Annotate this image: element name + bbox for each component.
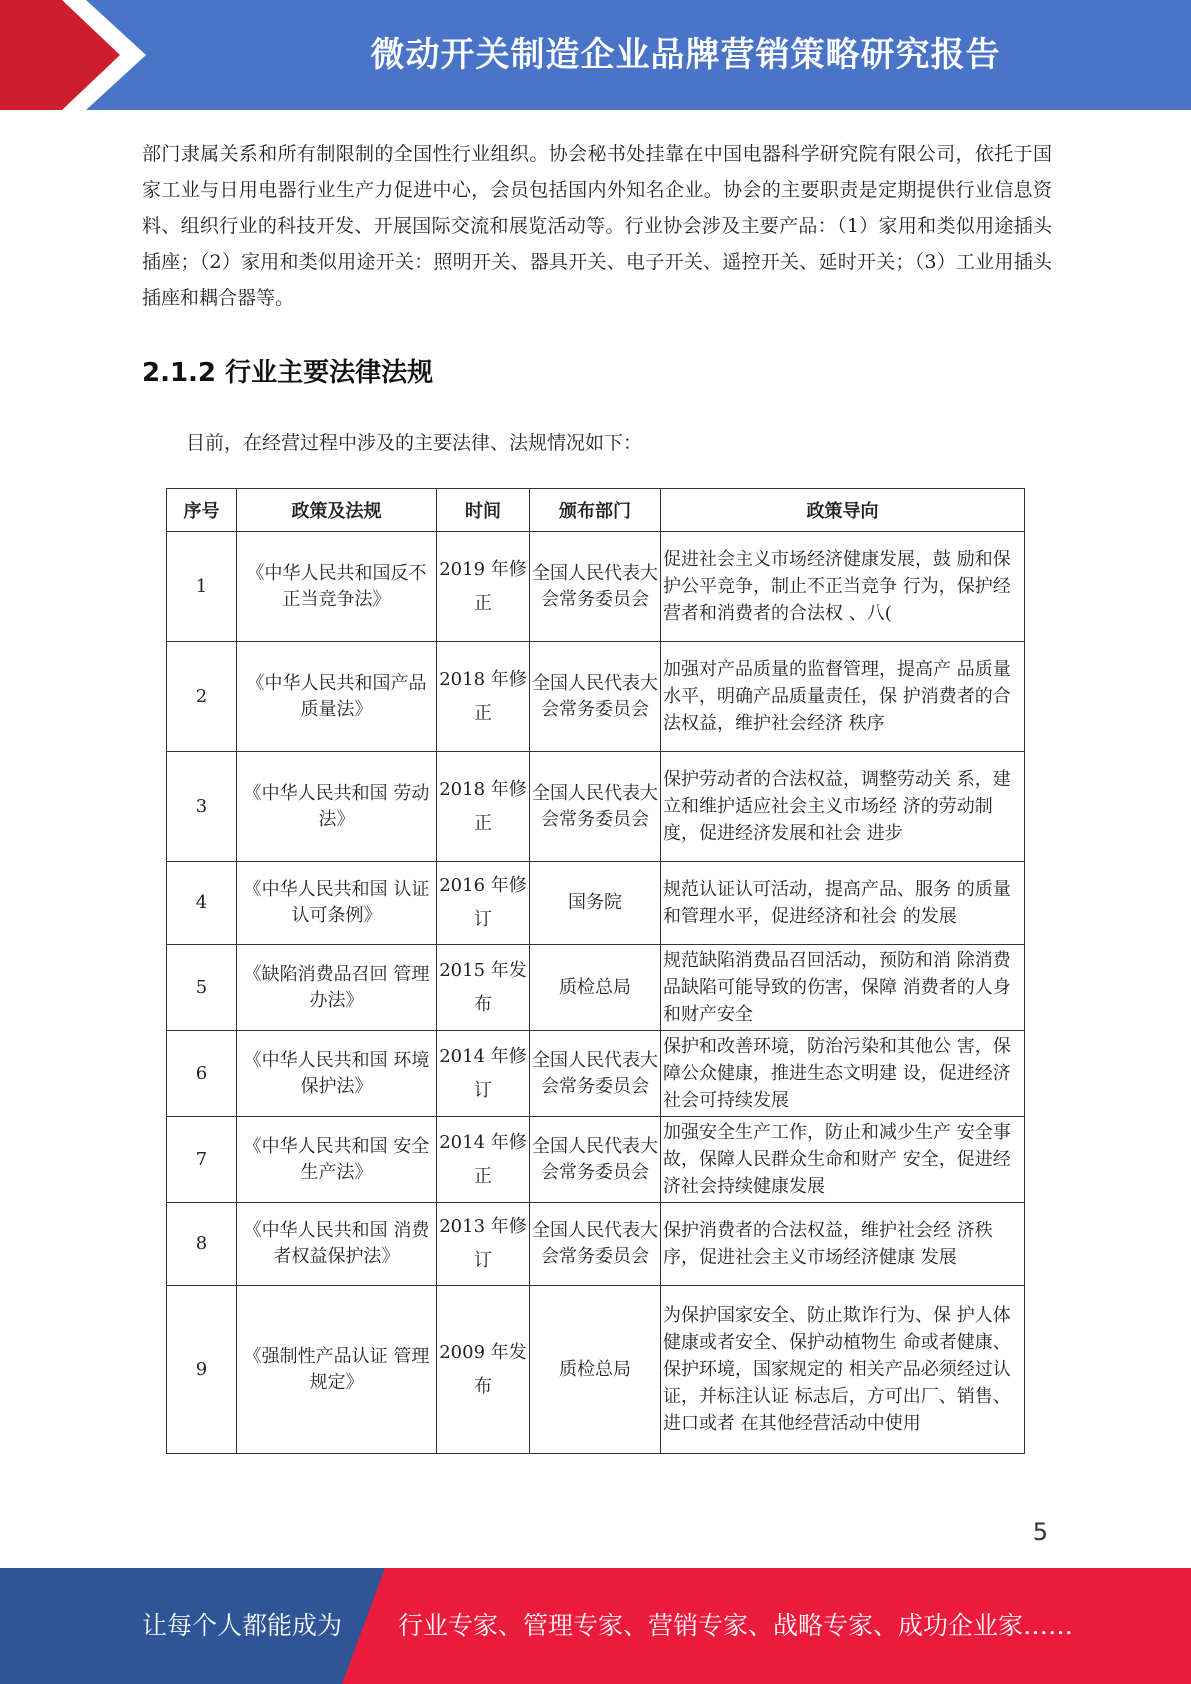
cell-dept: 全国人民代表大会常务委员会 [530, 1031, 661, 1117]
table-header-row [167, 489, 1025, 532]
cell-no: 7 [167, 1117, 237, 1203]
lead-sentence: 目前，在经营过程中涉及的主要法律、法规情况如下： [186, 432, 643, 454]
cell-time: 2015 年发布 [437, 945, 530, 1031]
table-row [167, 532, 1025, 642]
cell-policy: 促进社会主义市场经济健康发展，鼓 励和保护公平竞争，制止不正当竞争 行为，保护经营者和消费者的合法权 、八( [661, 532, 1025, 642]
cell-time: 2009 年发布 [437, 1286, 530, 1454]
laws-table [166, 488, 1025, 1454]
header-time: 时间 [437, 489, 530, 532]
cell-policy: 加强安全生产工作，防止和减少生产 安全事故，保障人民群众生命和财产 安全，促进经济社会持续健康发展 [661, 1117, 1025, 1203]
table-row [167, 1117, 1025, 1203]
table-row [167, 1203, 1025, 1286]
cell-time: 2013 年修订 [437, 1203, 530, 1286]
table-row [167, 752, 1025, 862]
report-title: 微动开关制造企业品牌营销策略研究报告 [370, 35, 1001, 75]
table-row [167, 945, 1025, 1031]
cell-dept: 质检总局 [530, 945, 661, 1031]
header-policy: 政策导向 [661, 489, 1025, 532]
cell-no: 3 [167, 752, 237, 862]
cell-law: 《中华人民共和国产品质量法》 [237, 642, 437, 752]
cell-no: 5 [167, 945, 237, 1031]
cell-policy: 加强对产品质量的监督管理，提高产 品质量水平，明确产品质量责任，保 护消费者的合法权益，维护社会经济 秩序 [661, 642, 1025, 752]
cell-dept: 全国人民代表大会常务委员会 [530, 1117, 661, 1203]
table-row [167, 642, 1025, 752]
cell-law: 《缺陷消费品召回 管理办法》 [237, 945, 437, 1031]
cell-time: 2014 年修正 [437, 1117, 530, 1203]
cell-dept: 全国人民代表大会常务委员会 [530, 752, 661, 862]
cell-policy: 保护劳动者的合法权益，调整劳动关 系，建立和维护适应社会主义市场经 济的劳动制度，促进经济发展和社会 进步 [661, 752, 1025, 862]
cell-policy: 规范认证认可活动，提高产品、服务 的质量和管理水平，促进经济和社会 的发展 [661, 862, 1025, 945]
cell-policy: 为保护国家安全、防止欺诈行为、保 护人体健康或者安全、保护动植物生 命或者健康、保护环境，国家规定的 相关产品必须经过认证，并标注认证 标志后，方可出厂、销售、进口或者 在其他经营活动中使用 [661, 1286, 1025, 1454]
cell-law: 《强制性产品认证 管理规定》 [237, 1286, 437, 1454]
cell-time: 2018 年修正 [437, 752, 530, 862]
cell-no: 8 [167, 1203, 237, 1286]
cell-dept: 全国人民代表大会常务委员会 [530, 532, 661, 642]
cell-no: 6 [167, 1031, 237, 1117]
cell-time: 2019 年修正 [437, 532, 530, 642]
cell-time: 2016 年修订 [437, 862, 530, 945]
cell-dept: 全国人民代表大会常务委员会 [530, 1203, 661, 1286]
cell-no: 1 [167, 532, 237, 642]
cell-law: 《中华人民共和国 安全生产法》 [237, 1117, 437, 1203]
cell-law: 《中华人民共和国反不正当竞争法》 [237, 532, 437, 642]
header-dept: 颁布部门 [530, 489, 661, 532]
cell-time: 2014 年修订 [437, 1031, 530, 1117]
header-law: 政策及法规 [237, 489, 437, 532]
intro-paragraph: 部门隶属关系和所有制限制的全国性行业组织。协会秘书处挂靠在中国电器科学研究院有限公司，依托于国家工业与日用电器行业生产力促进中心，会员包括国内外知名企业。协会的主要职责是定期提供行业信息资料、组织行业的科技开发、开展国际交流和展览活动等。行业协会涉及主要产品：（1）家用和类似用途插头插座；（2）家用和类似用途开关：照明开关、器具开关、电子开关、遥控开关、延时开关；（3）工业用插头插座和耦合器等。 [142, 143, 1052, 309]
cell-policy: 规范缺陷消费品召回活动，预防和消 除消费品缺陷可能导致的伤害，保障 消费者的人身和财产安全 [661, 945, 1025, 1031]
cell-law: 《中华人民共和国 环境保护法》 [237, 1031, 437, 1117]
cell-dept: 全国人民代表大会常务委员会 [530, 642, 661, 752]
footer-slogan-right: 行业专家、管理专家、营销专家、战略专家、成功企业家…… [398, 1611, 1074, 1640]
cell-policy: 保护和改善环境，防治污染和其他公 害，保障公众健康，推进生态文明建 设，促进经济社会可持续发展 [661, 1031, 1025, 1117]
footer-slogan-left: 让每个人都能成为 [142, 1611, 343, 1640]
page-number: 5 [1032, 1518, 1048, 1546]
cell-law: 《中华人民共和国 认证认可条例》 [237, 862, 437, 945]
cell-no: 4 [167, 862, 237, 945]
cell-law: 《中华人民共和国 劳动法》 [237, 752, 437, 862]
cell-dept: 国务院 [530, 862, 661, 945]
cell-policy: 保护消费者的合法权益，维护社会经 济秩序，促进社会主义市场经济健康 发展 [661, 1203, 1025, 1286]
header-no: 序号 [167, 489, 237, 532]
cell-dept: 质检总局 [530, 1286, 661, 1454]
cell-time: 2018 年修正 [437, 642, 530, 752]
cell-no: 2 [167, 642, 237, 752]
section-heading: 2.1.2 行业主要法律法规 [142, 358, 434, 388]
page-header [0, 0, 1191, 110]
page-footer [0, 1568, 1191, 1684]
table-row [167, 1286, 1025, 1454]
table-row [167, 862, 1025, 945]
cell-law: 《中华人民共和国 消费者权益保护法》 [237, 1203, 437, 1286]
cell-no: 9 [167, 1286, 237, 1454]
table-row [167, 1031, 1025, 1117]
